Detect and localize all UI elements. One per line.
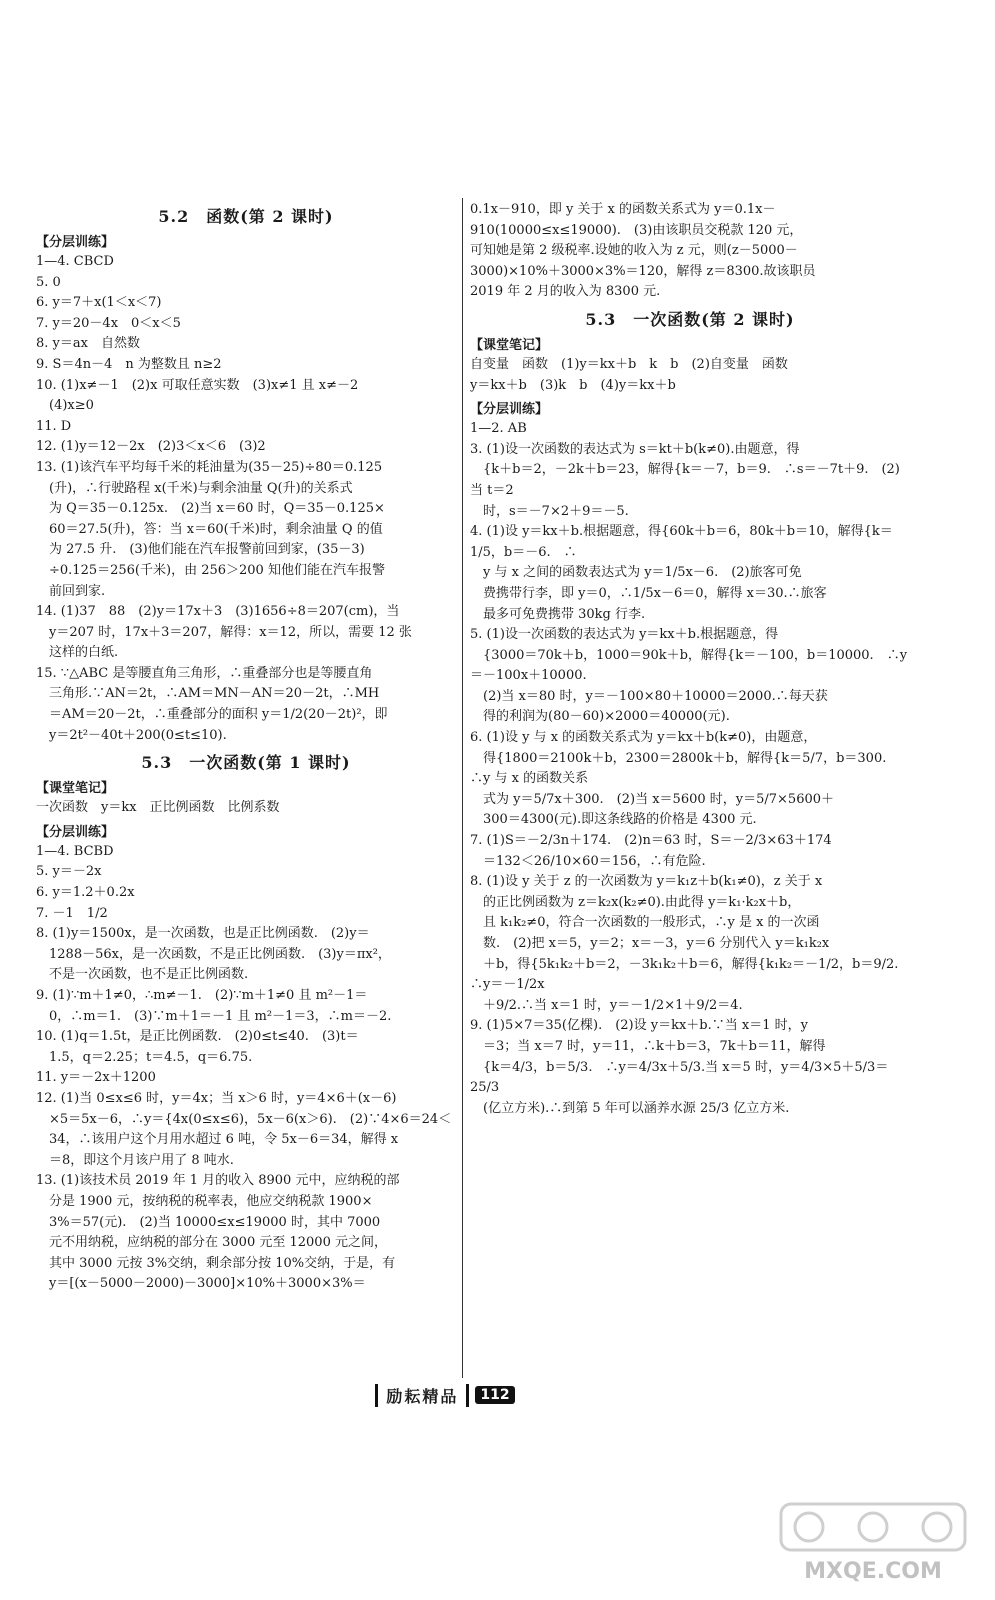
answer-line: 为 27.5 升. (3)他们能在汽车报警前回到家，(35－3): [36, 542, 365, 558]
answer-line: ×5＝5x－6，∴y＝{4x(0≤x≤6)，5x－6(x＞6). (2)∵4×6＝24＜: [36, 1111, 452, 1127]
answer-line: 的正比例函数为 z＝k₂x(k₂≠0).由此得 y＝k₁·k₂x＋b，: [470, 894, 801, 910]
answer-line: 60＝27.5(升)，答：当 x＝60(千米)时，剩余油量 Q 的值: [36, 521, 383, 537]
answer-line: 9. S＝4n－4 n 为整数且 n≥2: [36, 356, 222, 372]
answer-line: ＝132＜26/10×60＝156，∴有危险.: [470, 853, 706, 869]
answer-line: 1—4. CBCD: [36, 254, 114, 269]
answer-line: {k＝4/3，b＝5/3. ∴y＝4/3x＋5/3.当 x＝5 时，y＝4/3×5＋5/3＝25/3: [470, 1059, 889, 1096]
answer-line: 14. (1)37 88 (2)y＝17x＋3 (3)1656÷8＝207(cm)，当: [36, 604, 400, 620]
answer-line: ＝AM＝20－2t，∴重叠部分的面积 y＝1/2(20－2t)²，即: [36, 707, 388, 723]
answer-line: 可知她是第 2 级税率.设她的收入为 z 元，则(z－5000－: [470, 243, 798, 259]
right-column: [470, 200, 910, 1119]
left-column: [36, 200, 456, 1295]
answer-line: 1288－56x，是一次函数，不是正比例函数. (3)y＝πx²，: [36, 946, 391, 962]
answer-line: 这样的白纸.: [36, 645, 119, 661]
answer-line: 2019 年 2 月的收入为 8300 元.: [470, 284, 661, 300]
page-number: 112: [475, 1386, 514, 1404]
answer-line: 3%＝57(元). (2)当 10000≤x≤19000 时，其中 7000: [36, 1214, 381, 1230]
answer-line: y＝kx＋b (3)k b (4)y＝kx＋b: [470, 377, 676, 393]
answer-line: 3000)×10%＋3000×3%＝120，解得 z＝8300.故该职员: [470, 263, 816, 279]
answer-line: 分是 1900 元，按纳税的税率表，他应交纳税款 1900×: [36, 1193, 373, 1209]
answer-line: 数. (2)把 x＝5，y＝2；x＝－3，y＝6 分别代入 y＝k₁k₂x: [470, 936, 830, 951]
answer-line: {3000＝70k＋b，1000＝90k＋b，解得{k＝－100，b＝10000. ∴y＝－100x＋10000.: [470, 647, 908, 684]
answer-line: ÷0.125＝256(千米)，由 256＞200 知他们能在汽车报警: [36, 562, 385, 578]
answer-line: 前回到家.: [36, 583, 106, 599]
answer-line: (4)x≥0: [36, 398, 94, 414]
answer-line: 8. (1)y＝1500x，是一次函数，也是正比例函数. (2)y＝: [36, 926, 370, 942]
answer-line: 元不用纳税，应纳税的部分在 3000 元至 12000 元之间，: [36, 1235, 387, 1251]
section-title: 5.3 一次函数(第 2 课时): [585, 309, 795, 329]
answer-line: 时，s＝－7×2＋9＝－5.: [470, 503, 629, 519]
answer-line: 6. y＝7＋x(1＜x＜7): [36, 295, 162, 311]
footer-brand: 励耘精品: [375, 1384, 469, 1407]
answer-line: 9. (1)5×7＝35(亿棵). (2)设 y＝kx＋b.∵当 x＝1 时，y: [470, 1018, 808, 1034]
answer-line: 910(10000≤x≤19000). (3)由该职员交税款 120 元，: [470, 222, 803, 238]
column-divider: [462, 198, 463, 1378]
answer-line: 10. (1)q＝1.5t，是正比例函数. (2)0≤t≤40. (3)t＝: [36, 1029, 359, 1045]
answer-line: 1—2. AB: [470, 421, 527, 437]
answer-line: 300＝4300(元).即这条线路的价格是 4300 元.: [470, 812, 757, 828]
answer-line: 不是一次函数，也不是正比例函数.: [36, 967, 249, 983]
answer-line: 0.1x－910，即 y 关于 x 的函数关系式为 y＝0.1x－: [470, 202, 776, 217]
section-title: 5.3 一次函数(第 1 课时): [141, 753, 351, 773]
answer-line: (亿立方米).∴到第 5 年可以涵养水源 25/3 亿立方米.: [470, 1100, 790, 1116]
answer-line: 为 Q＝35－0.125x. (2)当 x＝60 时，Q＝35－0.125×: [36, 501, 385, 517]
answer-line: 一次函数 y＝kx 正比例函数 比例系数: [36, 800, 280, 816]
answer-line: 4. (1)设 y＝kx＋b.根据题意，得{60k＋b＝6，80k＋b＝10，解得{k＝1/5，b＝－6. ∴: [470, 524, 893, 560]
answer-line: ＝3；当 x＝7 时，y＝11，∴k＋b＝3，7k＋b＝11，解得: [470, 1038, 826, 1054]
answer-line: 三角形.∵AN＝2t，∴AM＝MN－AN＝20－2t，∴MH: [36, 686, 380, 702]
answer-line: 其中 3000 元按 3%交纳，剩余部分按 10%交纳，于是，有: [36, 1255, 396, 1271]
answer-line: ＝8，即这个月该户用了 8 吨水.: [36, 1152, 234, 1168]
answer-line: ＋9/2.∴当 x＝1 时，y＝－1/2×1＋9/2＝4.: [470, 997, 743, 1013]
answer-line: y 与 x 之间的函数表达式为 y＝1/5x－6. (2)旅客可免: [470, 565, 802, 581]
watermark-logo: [773, 1498, 973, 1588]
answer-line: {k＋b＝2，－2k＋b＝23，解得{k＝－7，b＝9. ∴s＝－7t＋9. (2)当 t＝2: [470, 462, 900, 498]
answer-line: 8. y＝ax 自然数: [36, 336, 140, 352]
answer-line: 最多可免费携带 30kg 行李.: [470, 606, 646, 622]
answer-line: (2)当 x＝80 时，y＝－100×80＋10000＝2000.∴每天获: [470, 688, 828, 704]
answer-line: 12. (1)y＝12－2x (2)3＜x＜6 (3)2: [36, 439, 266, 455]
section-tag: 【课堂笔记】: [36, 781, 115, 797]
answer-line: 15. ∵△ABC 是等腰直角三角形，∴重叠部分也是等腰直角: [36, 665, 373, 681]
answer-line: 6. (1)设 y 与 x 的函数关系式为 y＝kx＋b(k≠0)，由题意，: [470, 730, 817, 746]
answer-line: 式为 y＝5/7x＋300. (2)当 x＝5600 时，y＝5/7×5600＋: [470, 791, 835, 807]
answer-line: ＋b，得{5k₁k₂＋b＝2，－3k₁k₂＋b＝6，解得{k₁k₂＝－1/2，b＝9/2. ∴y＝－1/2x: [470, 956, 912, 993]
answer-line: 12. (1)当 0≤x≤6 时，y＝4x；当 x＞6 时，y＝4×6＋(x－6): [36, 1090, 397, 1106]
answer-line: 1—4. BCBD: [36, 843, 114, 859]
section-tag: 【分层训练】: [470, 402, 549, 418]
answer-line: 得的利润为(80－60)×2000＝40000(元).: [470, 709, 730, 725]
answer-line: 11. y＝－2x＋1200: [36, 1070, 156, 1086]
answer-line: 6. y＝1.2＋0.2x: [36, 885, 135, 901]
answer-line: y＝[(x－5000－2000)－3000]×10%＋3000×3%＝: [36, 1276, 366, 1292]
answer-line: 10. (1)x≠－1 (2)x 可取任意实数 (3)x≠1 且 x≠－2: [36, 377, 359, 393]
answer-line: 13. (1)该汽车平均每千米的耗油量为(35－25)÷80＝0.125: [36, 459, 383, 475]
section-tag: 【分层训练】: [36, 824, 115, 840]
answer-line: 5. 0: [36, 274, 61, 290]
answer-line: (升)，∴行驶路程 x(千米)与剩余油量 Q(升)的关系式: [36, 480, 353, 496]
answer-line: 7. －1 1/2: [36, 905, 108, 921]
section-tag: 【课堂笔记】: [470, 337, 549, 353]
answer-line: 7. (1)S＝－2/3n＋174. (2)n＝63 时，S＝－2/3×63＋174: [470, 833, 832, 849]
answer-line: 8. (1)设 y 关于 z 的一次函数为 y＝k₁z＋b(k₁≠0)，z 关于 x: [470, 874, 823, 890]
section-title: 5.2 函数(第 2 课时): [158, 207, 334, 226]
answer-line: 13. (1)该技术员 2019 年 1 月的收入 8900 元中，应纳税的部: [36, 1173, 400, 1189]
answer-line: 34，∴该用户这个月用水超过 6 吨，令 5x－6＝34，解得 x: [36, 1132, 399, 1148]
answer-line: 11. D: [36, 418, 72, 434]
answer-line: 自变量 函数 (1)y＝kx＋b k b (2)自变量 函数: [470, 356, 788, 372]
answer-line: 且 k₁k₂≠0，符合一次函数的一般形式，∴y 是 x 的一次函: [470, 915, 820, 931]
section-tag: 【分层训练】: [36, 235, 115, 250]
answer-line: 5. y＝－2x: [36, 864, 102, 880]
answer-line: 7. y＝20－4x 0＜x＜5: [36, 315, 181, 331]
page-footer: [360, 1380, 530, 1410]
answer-line: 5. (1)设一次函数的表达式为 y＝kx＋b.根据题意，得: [470, 627, 779, 643]
watermark-text: MXQE.COM: [804, 1559, 942, 1584]
answer-line: y＝207 时，17x＋3＝207，解得：x＝12，所以，需要 12 张: [36, 624, 412, 640]
answer-line: 0，∴m＝1. (3)∵m＋1＝－1 且 m²－1＝3，∴m＝－2.: [36, 1008, 392, 1024]
answer-line: 1.5，q＝2.25；t＝4.5，q＝6.75.: [36, 1049, 253, 1065]
answer-line: 费携带行李，即 y＝0，∴1/5x－6＝0，解得 x＝30.∴旅客: [470, 585, 827, 601]
answer-line: 9. (1)∵m＋1≠0，∴m≠－1. (2)∵m＋1≠0 且 m²－1＝: [36, 988, 368, 1003]
answer-line: 得{1800＝2100k＋b，2300＝2800k＋b，解得{k＝5/7，b＝300. ∴y 与 x 的函数关系: [470, 750, 900, 787]
answer-line: y＝2t²－40t＋200(0≤t≤10).: [36, 727, 227, 743]
answer-line: 3. (1)设一次函数的表达式为 s＝kt＋b(k≠0).由题意，得: [470, 441, 800, 457]
